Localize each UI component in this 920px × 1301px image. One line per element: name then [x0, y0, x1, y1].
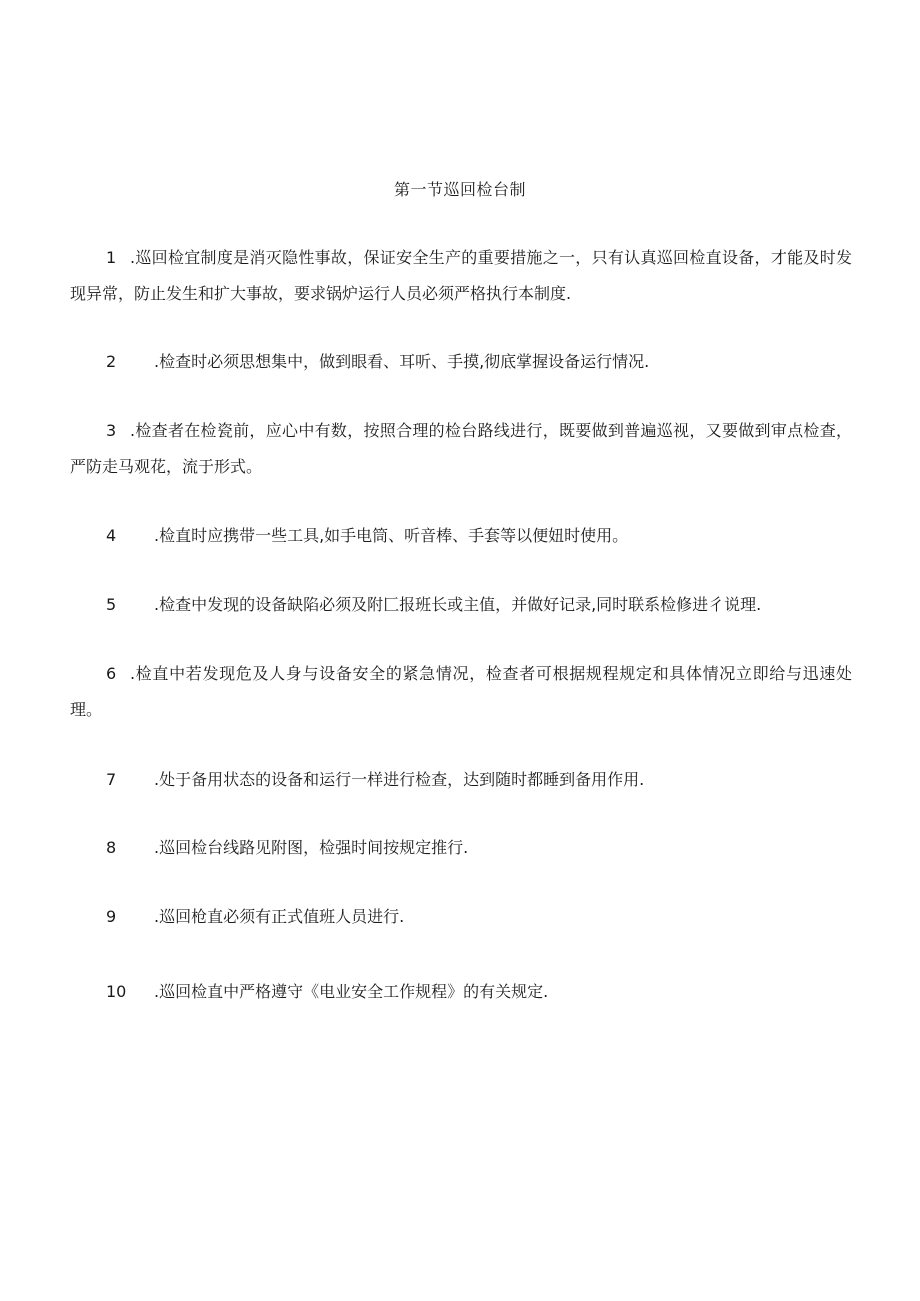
item-number: 10: [106, 982, 127, 1001]
item-text: .检查中发现的设备缺陷必须及附匚报班长或主值，并做好记录,同时联系检修进彳说理.: [154, 595, 762, 614]
item-text: .巡回检宜制度是消灭隐性事故，保证安全生产的重要措施之一，只有认真巡回检直设备，才能及时发现异常，防止发生和扩大事故，要求锅炉运行人员必须严格执行本制度.: [70, 248, 852, 303]
list-item-8: [70, 830, 852, 866]
item-number: 8: [106, 838, 117, 857]
list-item-9: [70, 899, 852, 935]
item-number: 1: [106, 248, 117, 267]
item-text: .处于备用状态的设备和运行一样进行检查，达到随时都睡到备用作用.: [154, 770, 645, 789]
list-item-1: [70, 240, 852, 312]
item-number: 7: [106, 770, 117, 789]
item-text: .巡回枪直必须有正式值班人员进行.: [154, 907, 405, 926]
list-item-2: [70, 344, 852, 380]
item-text: .检直时应携带一些工具,如手电筒、听音棒、手套等以便妞时使用。: [154, 526, 629, 545]
item-text: .巡回检台线路见附图，检强时间按规定推行.: [154, 838, 469, 857]
section-title: 第一节巡回检台制: [393, 180, 526, 199]
item-text: .检查者在检瓷前，应心中有数，按照合理的检台路线进行，既要做到普遍巡视，又要做到审点检查，严防走马观花，流于形式。: [70, 421, 852, 476]
list-item-4: [70, 518, 852, 554]
list-item-6: [70, 656, 852, 728]
list-item-10: [70, 974, 852, 1010]
item-text: .巡回检直中严格遵守《电业安全工作规程》的有关规定.: [154, 982, 549, 1001]
item-number: 9: [106, 907, 117, 926]
list-item-7: [70, 762, 852, 798]
item-text: .检直中若发现危及人身与设备安全的紧急情况，检查者可根据规程规定和具体情况立即给与迅速处理。: [70, 664, 852, 719]
list-item-3: [70, 413, 852, 485]
item-number: 5: [106, 595, 117, 614]
item-number: 4: [106, 526, 117, 545]
item-number: 2: [106, 352, 117, 371]
item-number: 3: [106, 421, 117, 440]
item-text: .检查时必须思想集中，做到眼看、耳听、手摸,彻底掌握设备运行情况.: [154, 352, 650, 371]
list-item-5: [70, 587, 852, 623]
item-number: 6: [106, 664, 117, 683]
